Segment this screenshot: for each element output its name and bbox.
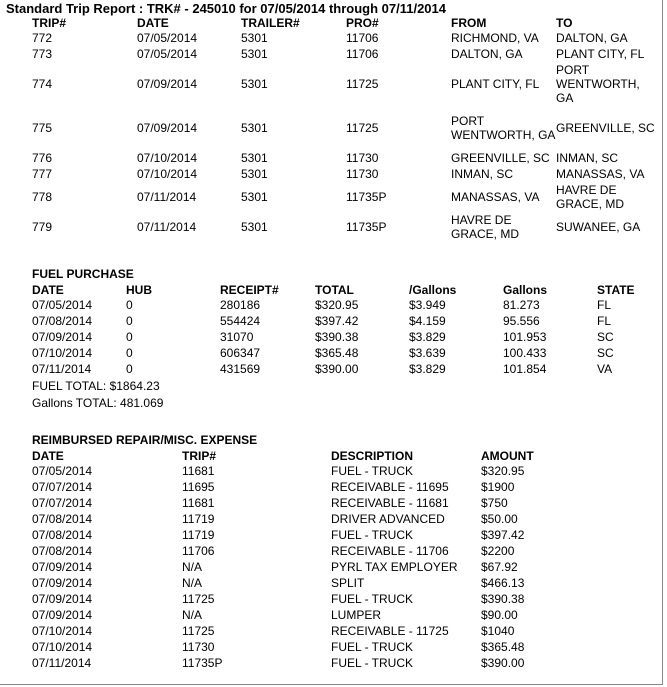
- amount-cell: $365.48: [481, 640, 525, 654]
- col-header-state: STATE: [597, 283, 635, 297]
- gallons-cell: 95.556: [503, 314, 540, 328]
- amount-cell: $750: [481, 496, 508, 510]
- description-cell: FUEL - TRUCK: [331, 464, 414, 478]
- col-header-to: TO: [556, 16, 573, 30]
- trailer-cell: 5301: [241, 77, 268, 91]
- trip-cell: N/A: [182, 576, 203, 590]
- price-per-gallon-cell: $3.949: [409, 298, 446, 312]
- state-cell: FL: [597, 314, 612, 328]
- description-cell: RECEIVABLE - 11725: [331, 624, 449, 638]
- pro-cell: 11706: [346, 31, 379, 45]
- from-cell: HAVRE DE GRACE, MD: [451, 213, 520, 241]
- date-cell: 07/11/2014: [32, 656, 92, 670]
- table-row: [32, 639, 632, 655]
- col-header-trip: TRIP#: [32, 16, 67, 30]
- date-cell: 07/10/2014: [32, 624, 93, 638]
- trip-cell: 774: [32, 77, 53, 91]
- table-row: [32, 527, 632, 543]
- to-cell: SUWANEE, GA: [556, 220, 641, 234]
- trailer-cell: 5301: [241, 47, 268, 61]
- table-row: [32, 329, 662, 345]
- from-cell: INMAN, SC: [451, 167, 514, 181]
- trip-cell: 776: [32, 151, 53, 165]
- amount-cell: $2200: [481, 544, 515, 558]
- receipt-cell: 280186: [220, 298, 261, 312]
- trips-table: [32, 16, 660, 242]
- date-cell: 07/10/2014: [32, 640, 93, 654]
- table-row: [32, 575, 632, 591]
- state-cell: VA: [597, 362, 613, 376]
- trip-cell: 772: [32, 31, 53, 45]
- description-cell: RECEIVABLE - 11706: [331, 544, 449, 558]
- table-row: [32, 106, 660, 150]
- table-row: [32, 150, 660, 166]
- col-header-trip: TRIP#: [182, 449, 217, 463]
- pro-cell: 11735P: [346, 190, 387, 204]
- trip-cell: 778: [32, 190, 53, 204]
- total-cell: $365.48: [315, 346, 359, 360]
- table-row: [32, 655, 632, 671]
- to-cell: MANASSAS, VA: [556, 167, 645, 181]
- description-cell: FUEL - TRUCK: [331, 656, 414, 670]
- receipt-cell: 31070: [220, 330, 254, 344]
- trip-cell: N/A: [182, 608, 203, 622]
- hub-cell: 0: [126, 346, 133, 360]
- col-header-gallons: Gallons: [503, 283, 548, 297]
- date-cell: 07/09/2014: [32, 576, 93, 590]
- table-row: [32, 559, 632, 575]
- from-cell: PORT WENTWORTH, GA: [451, 114, 556, 142]
- trailer-cell: 5301: [241, 167, 268, 181]
- trailer-cell: 5301: [241, 31, 268, 45]
- to-cell: DALTON, GA: [556, 31, 628, 45]
- table-row: [32, 463, 632, 479]
- fuel-section-title: FUEL PURCHASE: [32, 267, 134, 281]
- table-row: [32, 511, 632, 527]
- gallons-cell: 101.953: [503, 330, 547, 344]
- col-header-date: DATE: [32, 283, 64, 297]
- description-cell: FUEL - TRUCK: [331, 640, 414, 654]
- date-cell: 07/07/2014: [32, 480, 93, 494]
- table-row: [32, 297, 662, 313]
- hub-cell: 0: [126, 298, 133, 312]
- date-cell: 07/08/2014: [32, 528, 93, 542]
- table-row: [32, 607, 632, 623]
- table-row: [32, 62, 660, 106]
- amount-cell: $397.42: [481, 528, 525, 542]
- expense-table: [32, 449, 632, 671]
- table-row: [32, 479, 632, 495]
- gallons-cell: 101.854: [503, 362, 547, 376]
- date-cell: 07/09/2014: [32, 330, 93, 344]
- from-cell: PLANT CITY, FL: [451, 77, 540, 91]
- date-cell: 07/09/2014: [32, 592, 93, 606]
- total-cell: $390.00: [315, 362, 359, 376]
- gallons-cell: 81.273: [503, 298, 540, 312]
- col-header-amount: AMOUNT: [481, 449, 534, 463]
- date-cell: 07/05/2014: [137, 31, 198, 45]
- trailer-cell: 5301: [241, 121, 268, 135]
- date-cell: 07/11/2014: [137, 220, 197, 234]
- from-cell: DALTON, GA: [451, 47, 523, 61]
- total-cell: $320.95: [315, 298, 359, 312]
- col-header-pro: PRO#: [346, 16, 379, 30]
- total-cell: $390.38: [315, 330, 359, 344]
- amount-cell: $67.92: [481, 560, 518, 574]
- trailer-cell: 5301: [241, 190, 268, 204]
- to-cell: GREENVILLE, SC: [556, 121, 655, 135]
- table-row: [32, 543, 632, 559]
- table-row: [32, 182, 660, 212]
- state-cell: SC: [597, 330, 614, 344]
- table-row: [32, 495, 632, 511]
- description-cell: FUEL - TRUCK: [331, 528, 414, 542]
- pro-cell: 11706: [346, 47, 379, 61]
- date-cell: 07/07/2014: [32, 496, 93, 510]
- amount-cell: $1900: [481, 480, 515, 494]
- from-cell: RICHMOND, VA: [451, 31, 539, 45]
- trip-cell: 775: [32, 121, 53, 135]
- receipt-cell: 554424: [220, 314, 261, 328]
- expense-section-title: REIMBURSED REPAIR/MISC. EXPENSE: [32, 433, 258, 447]
- date-cell: 07/10/2014: [137, 151, 198, 165]
- price-per-gallon-cell: $3.639: [409, 346, 446, 360]
- col-header-date: DATE: [137, 16, 169, 30]
- amount-cell: $1040: [481, 624, 515, 638]
- trip-cell: 11719: [182, 528, 215, 542]
- date-cell: 07/10/2014: [32, 346, 93, 360]
- description-cell: LUMPER: [331, 608, 382, 622]
- description-cell: PYRL TAX EMPLOYER: [331, 560, 458, 574]
- table-row: [32, 313, 662, 329]
- trip-cell: 779: [32, 220, 53, 234]
- receipt-cell: 431569: [220, 362, 261, 376]
- date-cell: 07/05/2014: [32, 298, 93, 312]
- to-cell: PORT WENTWORTH, GA: [556, 63, 640, 105]
- description-cell: SPLIT: [331, 576, 365, 590]
- trailer-cell: 5301: [241, 151, 268, 165]
- col-header-hub: HUB: [126, 283, 152, 297]
- amount-cell: $320.95: [481, 464, 525, 478]
- date-cell: 07/09/2014: [137, 77, 198, 91]
- pro-cell: 11735P: [346, 220, 387, 234]
- pro-cell: 11730: [346, 151, 379, 165]
- trip-cell: 11730: [182, 640, 215, 654]
- table-row: [32, 166, 660, 182]
- expense-header-row: [32, 449, 632, 463]
- col-header-total: TOTAL: [315, 283, 354, 297]
- col-header-description: DESCRIPTION: [331, 449, 414, 463]
- date-cell: 07/09/2014: [32, 608, 93, 622]
- pro-cell: 11725: [346, 121, 379, 135]
- description-cell: RECEIVABLE - 11681: [331, 496, 449, 510]
- date-cell: 07/09/2014: [32, 560, 93, 574]
- trip-cell: 11681: [182, 464, 215, 478]
- pro-cell: 11730: [346, 167, 379, 181]
- price-per-gallon-cell: $3.829: [409, 362, 446, 376]
- trip-cell: N/A: [182, 560, 203, 574]
- trip-cell: 777: [32, 167, 53, 181]
- date-cell: 07/05/2014: [32, 464, 93, 478]
- price-per-gallon-cell: $4.159: [409, 314, 446, 328]
- col-header-receipt: RECEIPT#: [220, 283, 279, 297]
- date-cell: 07/11/2014: [137, 190, 197, 204]
- receipt-cell: 606347: [220, 346, 261, 360]
- total-cell: $397.42: [315, 314, 359, 328]
- date-cell: 07/09/2014: [137, 121, 198, 135]
- hub-cell: 0: [126, 330, 133, 344]
- hub-cell: 0: [126, 314, 133, 328]
- gallons-total: Gallons TOTAL: 481.069: [32, 396, 164, 410]
- table-row: [32, 46, 660, 62]
- date-cell: 07/08/2014: [32, 544, 93, 558]
- table-row: [32, 361, 662, 377]
- to-cell: HAVRE DE GRACE, MD: [556, 183, 625, 211]
- table-row: [32, 212, 660, 242]
- trailer-cell: 5301: [241, 220, 268, 234]
- hub-cell: 0: [126, 362, 133, 376]
- date-cell: 07/05/2014: [137, 47, 198, 61]
- to-cell: PLANT CITY, FL: [556, 47, 645, 61]
- col-header-date: DATE: [32, 449, 64, 463]
- trip-cell: 11706: [182, 544, 215, 558]
- col-header-from: FROM: [451, 16, 487, 30]
- state-cell: FL: [597, 298, 612, 312]
- date-cell: 07/08/2014: [32, 314, 93, 328]
- amount-cell: $390.00: [481, 656, 525, 670]
- to-cell: INMAN, SC: [556, 151, 619, 165]
- trip-cell: 11725: [182, 624, 215, 638]
- table-row: [32, 623, 632, 639]
- trip-cell: 11719: [182, 512, 215, 526]
- report-title: Standard Trip Report : TRK# - 245010 for 07/05/2014 through 07/11/2014: [6, 1, 447, 16]
- description-cell: RECEIVABLE - 11695: [331, 480, 449, 494]
- description-cell: FUEL - TRUCK: [331, 592, 414, 606]
- from-cell: GREENVILLE, SC: [451, 151, 550, 165]
- date-cell: 07/11/2014: [32, 362, 92, 376]
- amount-cell: $90.00: [481, 608, 518, 622]
- table-row: [32, 591, 632, 607]
- amount-cell: $390.38: [481, 592, 525, 606]
- amount-cell: $466.13: [481, 576, 525, 590]
- state-cell: SC: [597, 346, 614, 360]
- trip-cell: 11681: [182, 496, 215, 510]
- date-cell: 07/08/2014: [32, 512, 93, 526]
- trip-cell: 11735P: [182, 656, 223, 670]
- date-cell: 07/10/2014: [137, 167, 198, 181]
- fuel-total: FUEL TOTAL: $1864.23: [32, 379, 160, 393]
- price-per-gallon-cell: $3.829: [409, 330, 446, 344]
- fuel-header-row: [32, 283, 662, 297]
- trip-cell: 773: [32, 47, 53, 61]
- pro-cell: 11725: [346, 77, 379, 91]
- amount-cell: $50.00: [481, 512, 518, 526]
- trip-cell: 11725: [182, 592, 215, 606]
- description-cell: DRIVER ADVANCED: [331, 512, 445, 526]
- table-row: [32, 345, 662, 361]
- table-row: [32, 30, 660, 46]
- col-header-trailer: TRAILER#: [241, 16, 300, 30]
- from-cell: MANASSAS, VA: [451, 190, 540, 204]
- trip-cell: 11695: [182, 480, 215, 494]
- trips-header-row: [32, 16, 660, 30]
- fuel-table: [32, 283, 662, 377]
- gallons-cell: 100.433: [503, 346, 547, 360]
- col-header-per-gallon: /Gallons: [409, 283, 457, 297]
